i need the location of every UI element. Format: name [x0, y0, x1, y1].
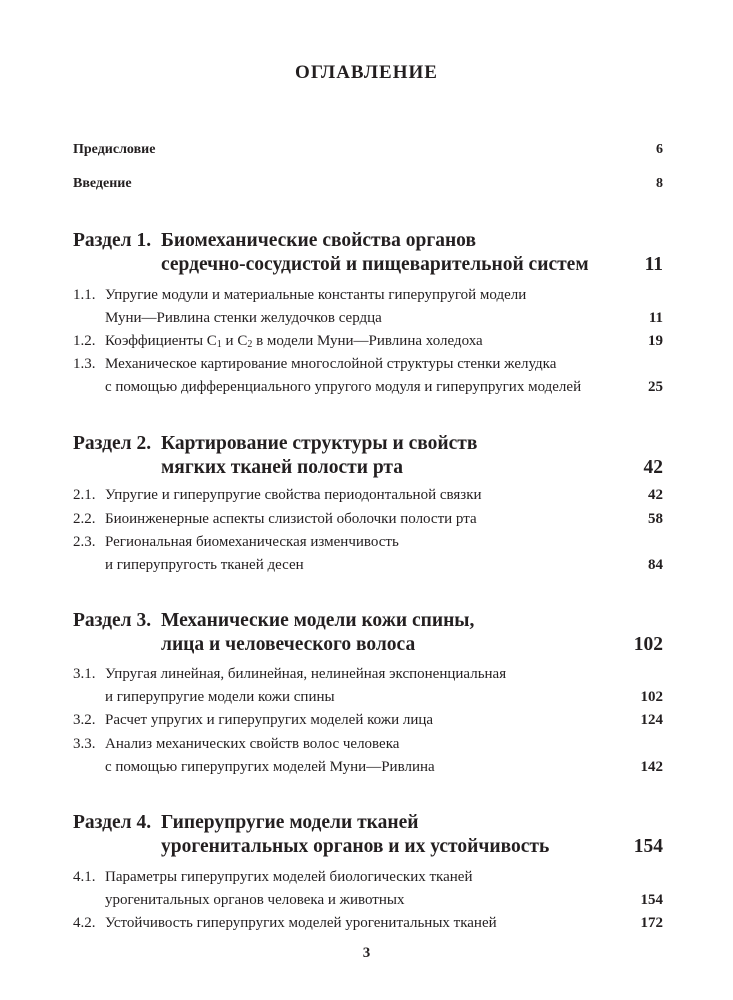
item-3-1-line-2[interactable]: и гиперупругие модели кожи спины: [105, 689, 335, 705]
toc-preface-label[interactable]: Предисловие: [73, 142, 156, 157]
item-2-2-page: 58: [648, 511, 663, 527]
item-3-3-line-2[interactable]: с помощью гиперупругих моделей Муни—Ривлина: [105, 759, 435, 775]
item-2-1-line-1[interactable]: Упругие и гиперупругие свойства периодонтальной связки: [105, 487, 482, 503]
item-2-3-line-2[interactable]: и гиперупругость тканей десен: [105, 557, 304, 573]
item-4-1-page: 154: [640, 892, 663, 908]
section-4-page: 154: [633, 836, 663, 857]
item-3-2-number: 3.2.: [73, 712, 96, 728]
item-1-3-page: 25: [648, 379, 663, 395]
item-3-3-page: 142: [640, 759, 663, 775]
section-3-title-line-1[interactable]: Механические модели кожи спины,: [161, 610, 475, 631]
section-2-label[interactable]: Раздел 2.: [73, 433, 152, 454]
item-3-3-line-1[interactable]: Анализ механических свойств волос человека: [105, 736, 400, 752]
section-4-label[interactable]: Раздел 4.: [73, 812, 152, 833]
item-4-2-number: 4.2.: [73, 915, 96, 931]
item-4-1-line-1[interactable]: Параметры гиперупругих моделей биологических тканей: [105, 869, 473, 885]
item-1-2-number: 1.2.: [73, 333, 96, 349]
item-4-2-line-1[interactable]: Устойчивость гиперупругих моделей урогенитальных тканей: [105, 915, 497, 931]
section-2-page: 42: [643, 457, 663, 478]
toc-heading: ОГЛАВЛЕНИЕ: [295, 62, 438, 83]
item-3-1-number: 3.1.: [73, 666, 96, 682]
item-3-2-line-1[interactable]: Расчет упругих и гиперупругих моделей кожи лица: [105, 712, 434, 728]
section-2-title-line-1[interactable]: Картирование структуры и свойств: [161, 433, 478, 454]
toc-preface-page: 6: [656, 142, 663, 157]
page-number: 3: [362, 945, 371, 961]
item-1-3-line-2[interactable]: с помощью дифференциального упругого модуля и гиперупругих моделей: [105, 379, 582, 395]
item-2-2-number: 2.2.: [73, 511, 96, 527]
item-3-2-page: 124: [640, 712, 663, 728]
item-3-3-number: 3.3.: [73, 736, 96, 752]
item-3-1-page: 102: [640, 689, 663, 705]
item-2-3-page: 84: [648, 557, 663, 573]
section-2-title-line-2[interactable]: мягких тканей полости рта: [161, 457, 403, 478]
item-4-2-page: 172: [640, 915, 663, 931]
item-2-2-line-1[interactable]: Биоинженерные аспекты слизистой оболочки полости рта: [105, 511, 477, 527]
toc-introduction-label[interactable]: Введение: [73, 176, 132, 191]
item-4-1-line-2[interactable]: урогенитальных органов человека и животных: [105, 892, 405, 908]
item-2-3-line-1[interactable]: Региональная биомеханическая изменчивость: [105, 534, 399, 550]
item-1-3-line-1[interactable]: Механическое картирование многослойной структуры стенки желудка: [105, 356, 557, 372]
item-3-1-line-1[interactable]: Упругая линейная, билинейная, нелинейная экспоненциальная: [105, 666, 507, 682]
item-2-3-number: 2.3.: [73, 534, 96, 550]
toc-introduction-page: 8: [656, 176, 663, 191]
section-1-page: 11: [644, 254, 663, 275]
item-1-1-page: 11: [648, 310, 663, 326]
section-1-label[interactable]: Раздел 1.: [73, 230, 152, 251]
section-1-title-line-1[interactable]: Биомеханические свойства органов: [161, 230, 476, 251]
item-2-1-page: 42: [648, 487, 663, 503]
item-2-1-number: 2.1.: [73, 487, 96, 503]
item-1-3-number: 1.3.: [73, 356, 96, 372]
section-3-title-line-2[interactable]: лица и человеческого волоса: [161, 634, 416, 655]
item-4-1-number: 4.1.: [73, 869, 96, 885]
item-1-2-page: 19: [648, 333, 663, 349]
section-3-label[interactable]: Раздел 3.: [73, 610, 152, 631]
section-3-page: 102: [633, 634, 663, 655]
section-4-title-line-1[interactable]: Гиперупругие модели тканей: [161, 812, 419, 833]
item-1-2-line-1[interactable]: Коэффициенты $C_1$ и $C_2$ в модели Муни—Ривлина холедоха: [105, 333, 483, 350]
section-4-title-line-2[interactable]: урогенитальных органов и их устойчивость: [161, 836, 550, 857]
item-1-1-line-1[interactable]: Упругие модули и материальные константы гиперупругой модели: [105, 287, 527, 303]
section-1-title-line-2[interactable]: сердечно-сосудистой и пищеварительной систем: [161, 254, 589, 275]
item-1-1-number: 1.1.: [73, 287, 96, 303]
item-1-1-line-2[interactable]: Муни—Ривлина стенки желудочков сердца: [105, 310, 382, 326]
